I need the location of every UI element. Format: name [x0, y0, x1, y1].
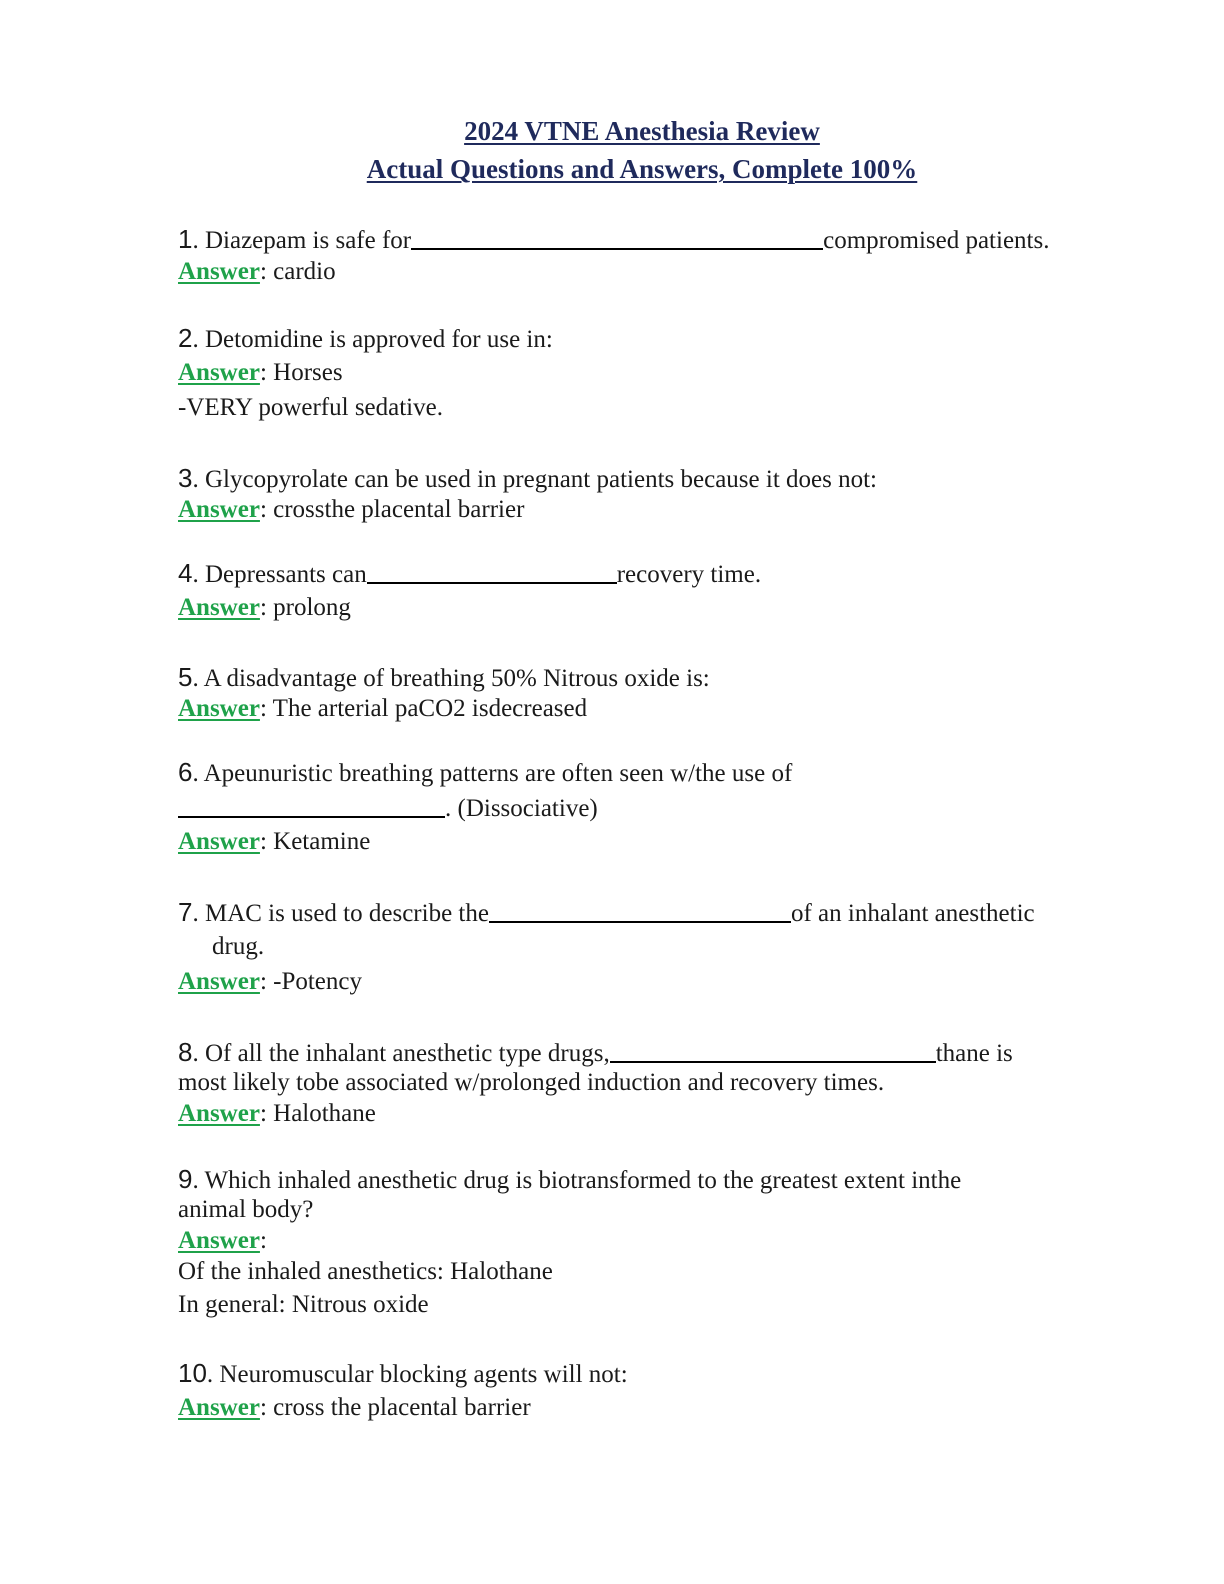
question-number: 3 — [178, 463, 193, 493]
answer-label: Answer — [178, 594, 260, 621]
question-text — [178, 558, 761, 590]
fill-in-blank — [411, 224, 823, 250]
question-text — [178, 662, 710, 694]
answer-text: : prolong — [259, 594, 351, 621]
answer-line — [178, 358, 343, 388]
answer-line — [178, 694, 587, 724]
answer-note: In general: Nitrous oxide — [178, 1291, 429, 1318]
question-text — [178, 1037, 1013, 1069]
question-text-after: of an inhalant anesthetic — [790, 900, 1035, 927]
question-text — [178, 463, 877, 495]
answer-text: : -Potency — [259, 968, 363, 995]
question-text — [178, 897, 1035, 929]
question-text-body: . Which inhaled anesthetic drug is biotransformed to the greatest extent inthe — [192, 1167, 962, 1194]
question-text-body: . Glycopyrolate can be used in pregnant patients because it does not: — [192, 466, 877, 493]
answer-text: : crossthe placental barrier — [259, 496, 525, 523]
answer-text: : cardio — [259, 258, 336, 285]
answer-text: : — [259, 1227, 267, 1254]
question-text-body: . A disadvantage of breathing 50% Nitrous oxide is: — [192, 665, 710, 692]
question-text-body: . Apeunuristic breathing patterns are often seen w/the use of — [192, 760, 793, 787]
question-number: 8 — [178, 1037, 193, 1067]
question-number: 9 — [178, 1164, 193, 1194]
question-text-body: . Detomidine is approved for use in: — [192, 326, 553, 353]
fill-in-blank — [367, 558, 617, 584]
answer-text: : The arterial paCO2 isdecreased — [259, 695, 588, 722]
question-text — [178, 757, 792, 789]
question-text-continued: most likely tobe associated w/prolonged induction and recovery times. — [178, 1069, 885, 1096]
question-number: 2 — [178, 323, 193, 353]
answer-label: Answer — [178, 359, 260, 386]
answer-label: Answer — [178, 828, 260, 855]
answer-line — [178, 827, 370, 857]
fill-in-blank — [610, 1037, 936, 1063]
question-text — [178, 224, 1049, 256]
fill-in-blank — [489, 897, 791, 923]
answer-line — [178, 593, 351, 623]
document-title — [0, 112, 1224, 188]
question-text-after: thane is — [935, 1040, 1013, 1067]
answer-line — [178, 257, 336, 287]
answer-label: Answer — [178, 1100, 260, 1127]
answer-text: : Horses — [259, 359, 343, 386]
question-text-before: . Depressants can — [192, 561, 367, 588]
question-text-body: . Neuromuscular blocking agents will not: — [206, 1361, 628, 1388]
answer-label: Answer — [178, 1394, 260, 1421]
question-number: 10 — [178, 1358, 207, 1388]
question-text-before: . Of all the inhalant anesthetic type drugs, — [192, 1040, 610, 1067]
question-text-after: recovery time. — [616, 561, 762, 588]
question-number: 1 — [178, 224, 193, 254]
answer-text: : Halothane — [259, 1100, 376, 1127]
question-text-before: . Diazepam is safe for — [192, 227, 412, 254]
fill-in-blank — [178, 792, 445, 818]
question-text — [178, 1164, 961, 1196]
question-number: 4 — [178, 558, 193, 588]
question-text-after: . (Dissociative) — [445, 795, 598, 822]
question-text-continued: animal body? — [178, 1196, 314, 1223]
question-text-continued — [178, 792, 598, 824]
title-line-1: 2024 VTNE Anesthesia Review — [464, 116, 820, 146]
answer-label: Answer — [178, 258, 260, 285]
answer-line — [178, 1393, 531, 1423]
answer-text: : Ketamine — [259, 828, 371, 855]
question-text-continued: drug. — [212, 933, 265, 960]
answer-text: : cross the placental barrier — [259, 1394, 531, 1421]
answer-line — [178, 1099, 376, 1129]
question-number: 7 — [178, 897, 193, 927]
question-text-before: . MAC is used to describe the — [192, 900, 489, 927]
answer-line — [178, 1226, 267, 1256]
question-number: 5 — [178, 662, 193, 692]
title-line-2: Actual Questions and Answers, Complete 100% — [366, 154, 918, 184]
answer-label: Answer — [178, 695, 260, 722]
answer-label: Answer — [178, 968, 260, 995]
answer-note: -VERY powerful sedative. — [178, 394, 443, 421]
answer-note: Of the inhaled anesthetics: Halothane — [178, 1258, 553, 1285]
answer-label: Answer — [178, 1227, 260, 1254]
question-text — [178, 1358, 628, 1390]
question-text — [178, 323, 553, 355]
answer-line — [178, 495, 524, 525]
answer-label: Answer — [178, 496, 260, 523]
question-number: 6 — [178, 757, 193, 787]
question-text-after: compromised patients. — [823, 227, 1050, 254]
answer-line — [178, 967, 362, 997]
